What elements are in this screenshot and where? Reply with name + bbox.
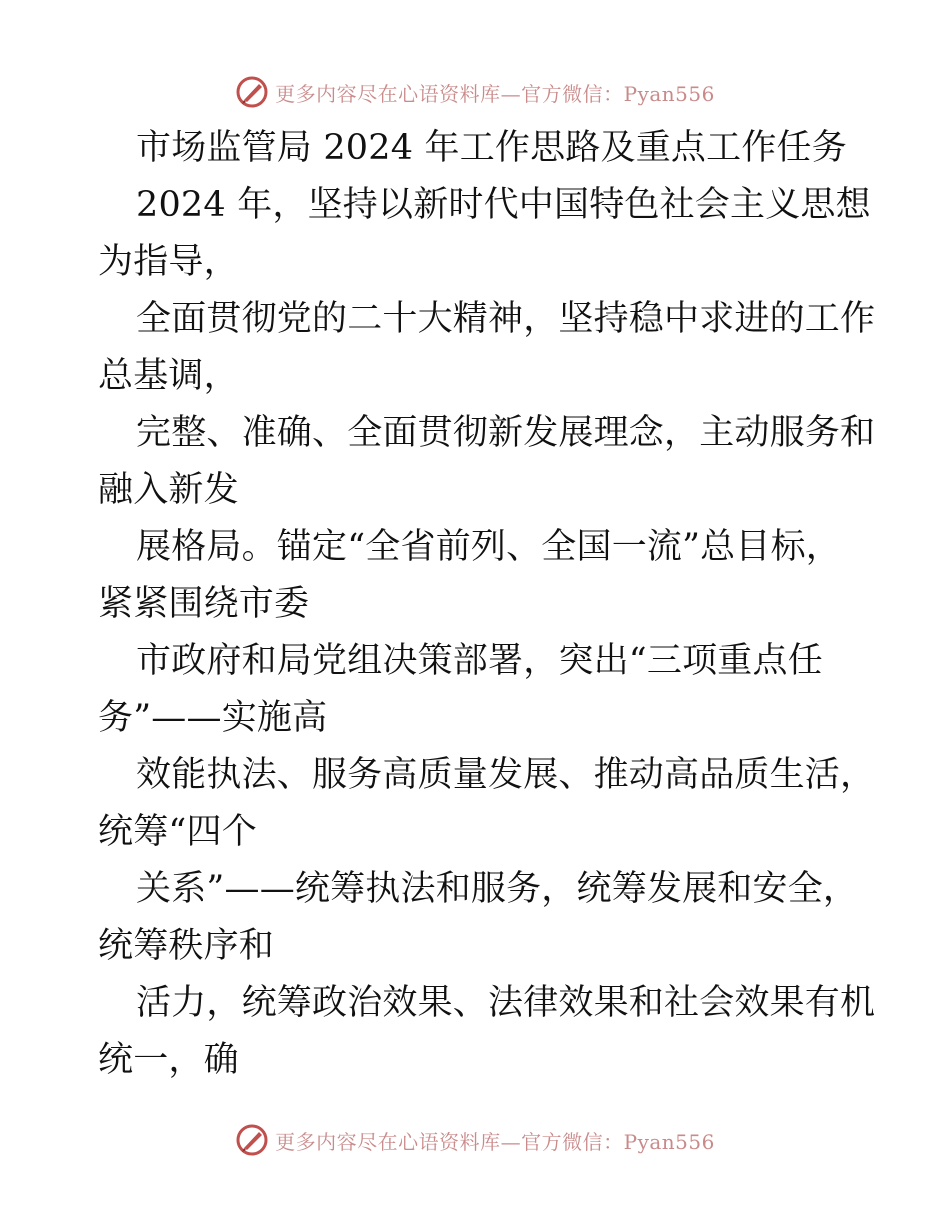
paragraph-line: 效能执法、服务高质量发展、推动高品质生活，	[136, 755, 876, 795]
paragraph-line: 总基调，	[98, 356, 239, 396]
paragraph-line: 全面贯彻党的二十大精神，坚持稳中求进的工作	[136, 299, 876, 339]
paragraph-line: 展格局。锚定“全省前列、全国一流”总目标，	[136, 527, 841, 567]
paragraph-line: 活力，统筹政治效果、法律效果和社会效果有机	[136, 983, 876, 1023]
paragraph-line: 关系”——统筹执法和服务，统筹发展和安全，	[136, 869, 859, 909]
footer-watermark	[0, 1120, 950, 1160]
quill-pen-circle-icon	[235, 1123, 269, 1157]
paragraph-line: 为指导，	[98, 242, 239, 282]
paragraph-line: 2024 年，坚持以新时代中国特色社会主义思想	[136, 185, 871, 225]
quill-pen-circle-icon	[235, 75, 269, 109]
paragraph-line: 完整、准确、全面贯彻新发展理念，主动服务和	[136, 413, 876, 453]
paragraph-line: 紧紧围绕市委	[98, 584, 310, 624]
paragraph-line: 统一，确	[98, 1040, 239, 1080]
paragraph-line: 统筹秩序和	[98, 926, 275, 966]
paragraph-line: 统筹“四个	[98, 812, 257, 852]
watermark-text: 更多内容尽在心语资料库—官方微信：Pyan556	[275, 81, 715, 106]
watermark-text: 更多内容尽在心语资料库—官方微信：Pyan556	[275, 1129, 715, 1154]
document-body	[98, 120, 876, 1089]
document-title: 市场监管局 2024 年工作思路及重点工作任务	[136, 128, 847, 168]
paragraph-line: 市政府和局党组决策部署，突出“三项重点任	[136, 641, 823, 681]
paragraph-line: 融入新发	[98, 470, 239, 510]
paragraph-line: 务”——实施高	[98, 698, 328, 738]
header-watermark	[0, 72, 950, 112]
